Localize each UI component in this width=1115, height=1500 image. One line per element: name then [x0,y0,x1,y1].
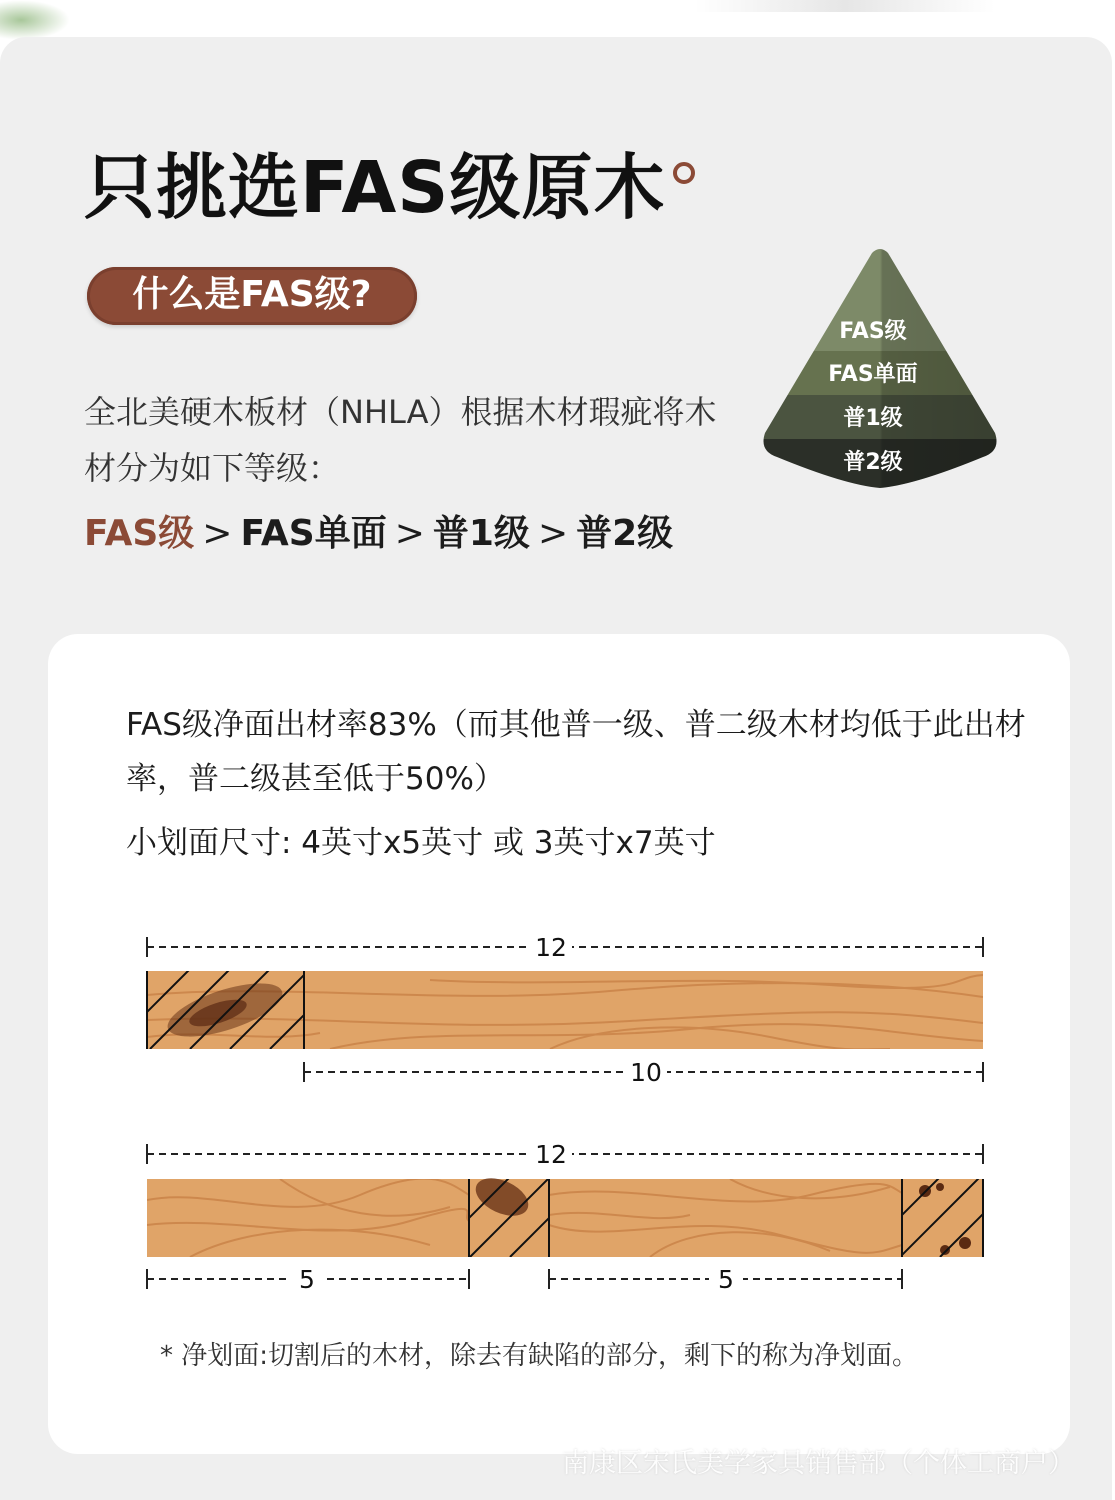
pyramid-label-fas-one-face: FAS单面 [828,362,918,387]
board1-clear-length: 10 [630,1058,662,1087]
question-badge [87,267,417,325]
grade-ranking [84,510,804,558]
top-decoration [695,0,995,12]
rank-item-common-2: 普2级 [576,513,674,554]
grading-description: 全北美硬木板材（NHLA）根据木材瑕疵将木材分为如下等级： [84,393,717,487]
clear-face-footnote: * 净划面:切割后的木材，除去有缺陷的部分，剩下的称为净划面。 [160,1341,919,1371]
rank-separator: > [537,513,569,554]
rank-separator: > [202,513,233,554]
store-watermark: 南康区宋氏美学家具销售部（个体工商户） [562,1448,1075,1479]
pyramid-label-fas: FAS级 [839,319,907,344]
pyramid-label-common-2: 普2级 [843,450,903,475]
grade-pyramid [755,245,1005,495]
page-title: 只挑选FAS级原木 [84,146,666,229]
title-circle-icon [673,162,695,184]
question-label: 什么是FAS级? [132,274,372,315]
rank-separator: > [394,513,425,554]
board2-total-length: 12 [535,1140,567,1169]
pyramid-label-common-1: 普1级 [843,406,903,431]
board2-clear-right-length: 5 [718,1265,734,1294]
board1-total-length: 12 [535,933,567,962]
cutting-size-text: 小划面尺寸: 4英寸x5英寸 或 3英寸x7英寸 [126,825,716,861]
board2-clear-left-length: 5 [299,1265,315,1294]
rank-item-fas: FAS级 [84,513,195,554]
cutting-diagram [130,925,1000,1295]
top-leaf-decoration [0,0,70,40]
yield-rate-text: FAS级净面出材率83%（而其他普一级、普二级木材均低于此出材率，普二级甚至低于50%） [126,707,1026,797]
rank-item-fas-one-face: FAS单面 [240,513,387,554]
board-fas [130,930,983,1089]
board-common [147,1137,1000,1295]
rank-item-common-1: 普1级 [432,513,530,554]
